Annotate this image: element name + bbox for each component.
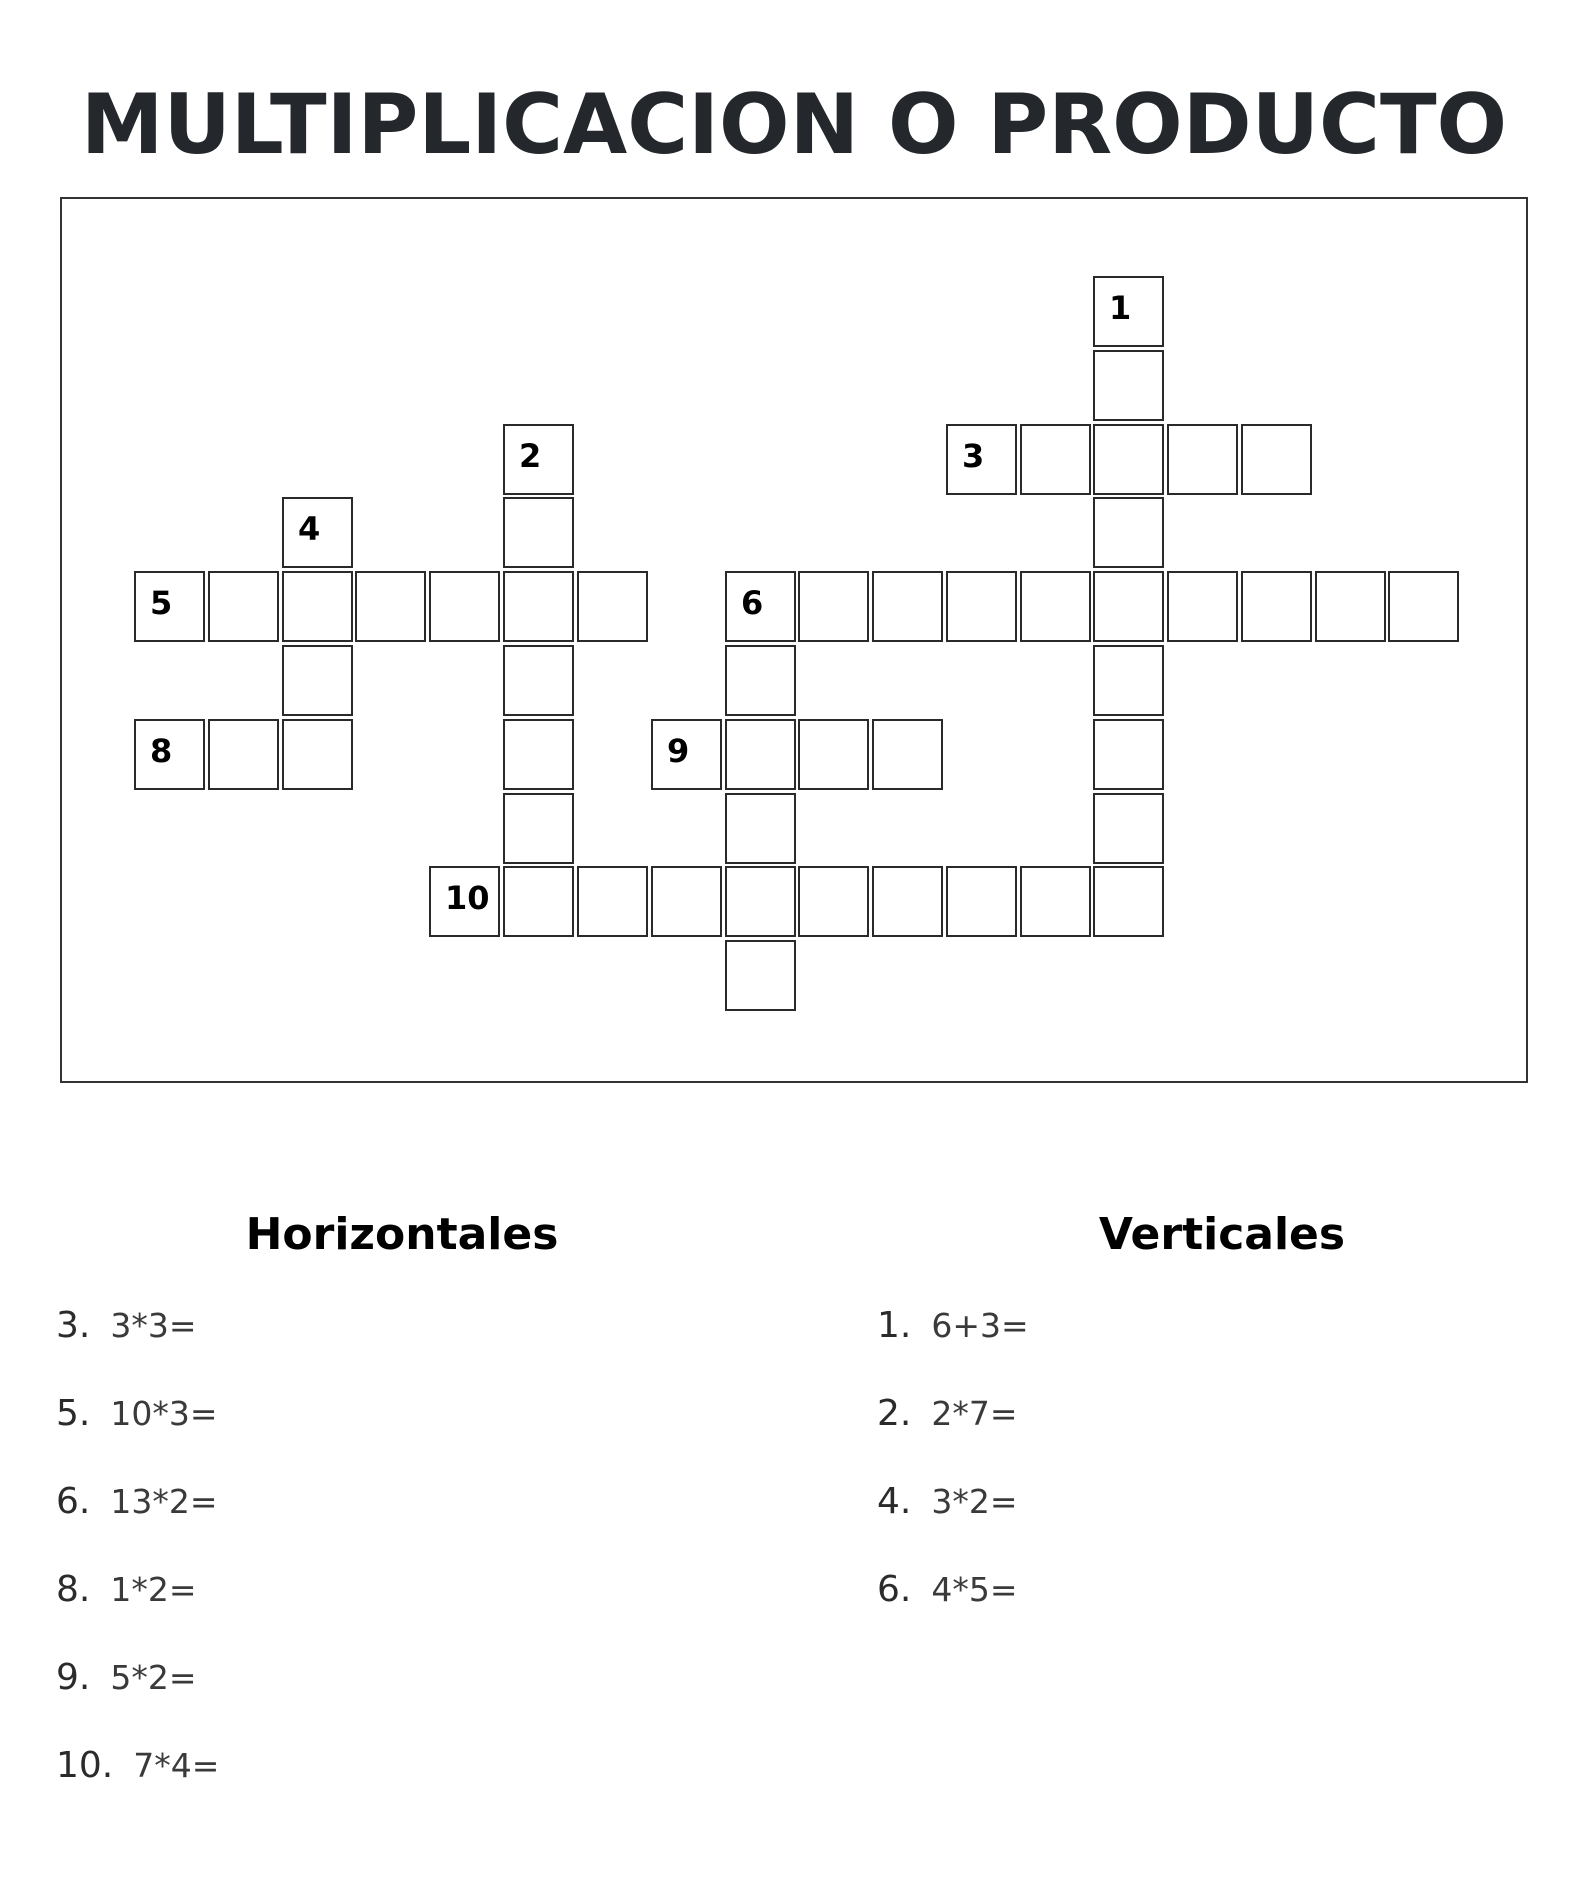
crossword-cell[interactable]: [1093, 645, 1164, 716]
crossword-cell[interactable]: [1093, 793, 1164, 864]
clue-num: 3.: [56, 1305, 91, 1346]
crossword-cell[interactable]: [872, 719, 943, 790]
crossword-cell[interactable]: [503, 793, 574, 864]
clue-num: 6.: [877, 1569, 912, 1610]
clue-text: 13*2=: [110, 1482, 218, 1521]
crossword-cell[interactable]: [577, 866, 648, 937]
crossword-cell[interactable]: [1093, 497, 1164, 568]
clue-num: 2.: [877, 1393, 912, 1434]
clue-text: 3*2=: [931, 1482, 1018, 1521]
crossword-cell[interactable]: [208, 719, 279, 790]
horizontal-clue: [56, 1569, 197, 1610]
crossword-cell[interactable]: [1093, 719, 1164, 790]
horizontal-clue: [56, 1481, 218, 1522]
crossword-cell[interactable]: [503, 571, 574, 642]
crossword-cell[interactable]: [503, 866, 574, 937]
vertical-clue: [877, 1305, 1029, 1346]
crossword-cell[interactable]: [1388, 571, 1459, 642]
clue-text: 6+3=: [931, 1306, 1029, 1345]
clue-number: 10: [445, 879, 490, 917]
crossword-cell[interactable]: [1167, 424, 1238, 495]
clue-text: 7*4=: [133, 1746, 220, 1785]
crossword-cell[interactable]: [872, 571, 943, 642]
horizontal-clue: [56, 1305, 197, 1346]
crossword-cell[interactable]: [282, 497, 353, 568]
clue-text: 1*2=: [110, 1570, 197, 1609]
crossword-cell[interactable]: [503, 424, 574, 495]
crossword-cell[interactable]: [355, 571, 426, 642]
crossword-cell[interactable]: [798, 719, 869, 790]
page-title: MULTIPLICACION O PRODUCTO: [80, 76, 1508, 173]
crossword-cell[interactable]: [725, 645, 796, 716]
crossword-cell[interactable]: [1315, 571, 1386, 642]
clue-number: 3: [962, 437, 985, 475]
crossword-cell[interactable]: [282, 571, 353, 642]
crossword-cell[interactable]: [1241, 571, 1312, 642]
crossword-cell[interactable]: [1020, 424, 1091, 495]
crossword-cell[interactable]: [282, 645, 353, 716]
clue-text: 5*2=: [110, 1658, 197, 1697]
horizontal-clue: [56, 1657, 197, 1698]
vertical-clue: [877, 1481, 1018, 1522]
clue-num: 9.: [56, 1657, 91, 1698]
horizontal-clue: [56, 1393, 218, 1434]
crossword-cell[interactable]: [282, 719, 353, 790]
crossword-cell[interactable]: [725, 793, 796, 864]
clue-number: 8: [150, 732, 173, 770]
crossword-cell[interactable]: [798, 866, 869, 937]
clue-text: 3*3=: [110, 1306, 197, 1345]
vertical-heading: Verticales: [1098, 1209, 1346, 1260]
crossword-cell[interactable]: [725, 940, 796, 1011]
crossword-cell[interactable]: [134, 719, 205, 790]
clue-text: 4*5=: [931, 1570, 1018, 1609]
crossword-cell[interactable]: [1020, 866, 1091, 937]
crossword-cell[interactable]: [872, 866, 943, 937]
crossword-cell[interactable]: [725, 719, 796, 790]
crossword-cell[interactable]: [1093, 866, 1164, 937]
crossword-cell[interactable]: [134, 571, 205, 642]
clue-number: 1: [1109, 289, 1132, 327]
crossword-cell[interactable]: [503, 719, 574, 790]
horizontal-heading: Horizontales: [245, 1209, 559, 1260]
clue-num: 4.: [877, 1481, 912, 1522]
clue-number: 9: [667, 732, 690, 770]
crossword-cell[interactable]: [1241, 424, 1312, 495]
vertical-clue: [877, 1569, 1018, 1610]
crossword-cell[interactable]: [946, 866, 1017, 937]
crossword-cell[interactable]: [577, 571, 648, 642]
crossword-cell[interactable]: [1167, 571, 1238, 642]
crossword-cell[interactable]: [1093, 571, 1164, 642]
crossword-cell[interactable]: [1093, 276, 1164, 347]
crossword-cell[interactable]: [1093, 424, 1164, 495]
clue-num: 1.: [877, 1305, 912, 1346]
clue-num: 8.: [56, 1569, 91, 1610]
crossword-cell[interactable]: [208, 571, 279, 642]
clue-num: 10.: [56, 1745, 114, 1786]
vertical-clue: [877, 1393, 1018, 1434]
clue-text: 10*3=: [110, 1394, 218, 1433]
crossword-cell[interactable]: [725, 866, 796, 937]
clue-text: 2*7=: [931, 1394, 1018, 1433]
clue-number: 2: [519, 437, 542, 475]
crossword-cell[interactable]: [946, 424, 1017, 495]
crossword-cell[interactable]: [651, 866, 722, 937]
horizontal-clue: [56, 1745, 219, 1786]
crossword-cell[interactable]: [429, 866, 500, 937]
clue-number: 4: [298, 510, 321, 548]
crossword-cell[interactable]: [1020, 571, 1091, 642]
clue-num: 5.: [56, 1393, 91, 1434]
crossword-cell[interactable]: [798, 571, 869, 642]
crossword-cell[interactable]: [1093, 350, 1164, 421]
crossword-cell[interactable]: [503, 645, 574, 716]
crossword-cell[interactable]: [725, 571, 796, 642]
clue-number: 5: [150, 584, 173, 622]
crossword-cell[interactable]: [651, 719, 722, 790]
crossword-cell[interactable]: [429, 571, 500, 642]
crossword-cell[interactable]: [946, 571, 1017, 642]
crossword-cell[interactable]: [503, 497, 574, 568]
clue-num: 6.: [56, 1481, 91, 1522]
clue-number: 6: [741, 584, 764, 622]
